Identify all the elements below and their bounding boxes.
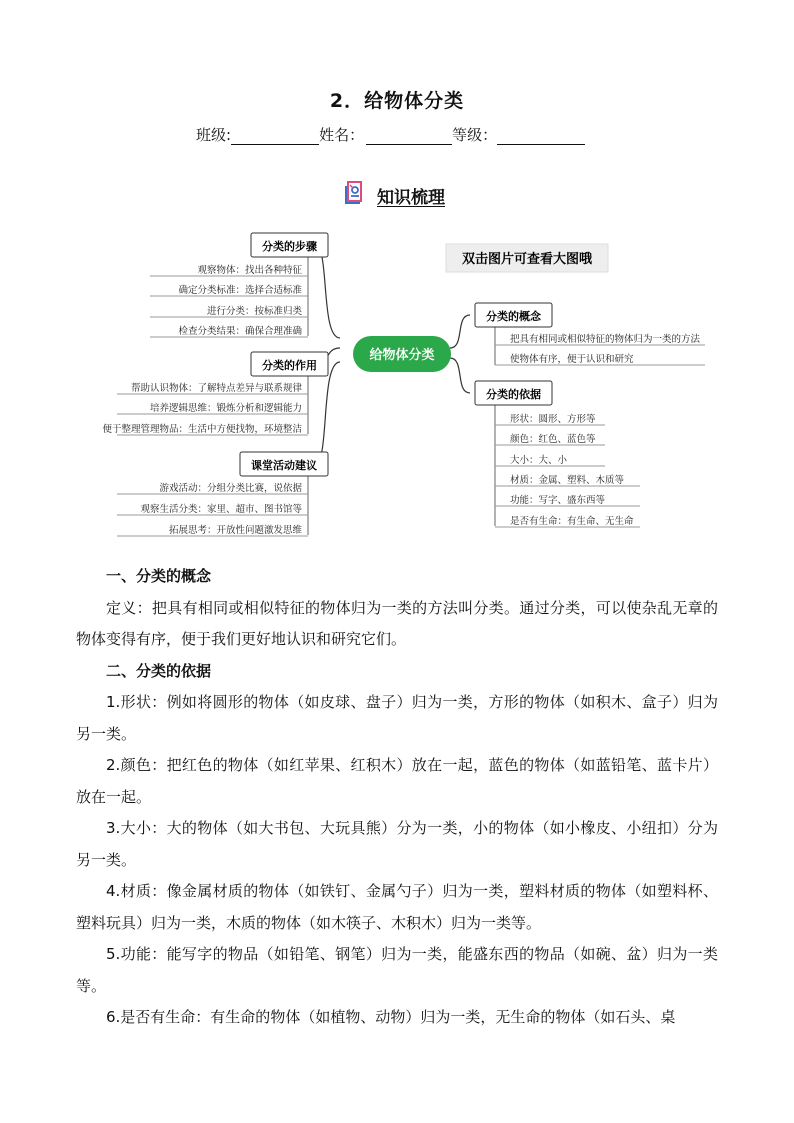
- basis-item-shape: 1.形状：例如将圆形的物体（如皮球、盘子）归为一类，方形的物体（如积木、盒子）归为另一类。: [76, 693, 718, 743]
- section-title: 知识梳理: [377, 187, 445, 208]
- group-title-effects: 分类的作用: [262, 359, 317, 372]
- mind-map-leaf: 便于整理管理物品：生活中方便找物，环境整洁: [102, 424, 302, 435]
- page-title: 2．给物体分类: [329, 90, 465, 112]
- class-label: 班级:: [196, 126, 232, 144]
- group-title-concept: 分类的概念: [486, 310, 541, 323]
- group-title-steps: 分类的步骤: [262, 240, 317, 253]
- mind-map-leaf: 功能：写字、盛东西等: [510, 495, 606, 506]
- mind-map-leaf: 使物体有序，便于认识和研究: [510, 354, 634, 365]
- basis-item-material: 4.材质：像金属材质的物体（如铁钉、金属勺子）归为一类，塑料材质的物体（如塑料杯、塑料玩具）归为一类，木质的物体（如木筷子、木积木）归为一类等。: [76, 882, 718, 932]
- group-title-basis: 分类的依据: [486, 388, 541, 401]
- mind-map-leaf: 拓展思考：开放性问题激发思维: [168, 525, 302, 536]
- mind-map-leaf: 是否有生命：有生命、无生命: [510, 516, 634, 527]
- grade-label: 等级：: [452, 126, 498, 144]
- body-content: [76, 561, 718, 1034]
- basis-item-color: 2.颜色：把红色的物体（如红苹果、红积木）放在一起，蓝色的物体（如蓝铅笔、蓝卡片）放在一起。: [76, 756, 718, 806]
- mind-map-leaf: 观察物体：找出各种特征: [197, 265, 302, 276]
- hint-text: 双击图片可查看大图哦: [461, 252, 593, 267]
- mind-map-leaf: 培养逻辑思维：锻炼分析和逻辑能力: [149, 403, 302, 414]
- mind-map-leaf: 大小：大、小: [510, 455, 568, 466]
- mind-map-leaf: 把具有相同或相似特征的物体归为一类的方法: [510, 334, 701, 345]
- section-heading-concept: 一、分类的概念: [106, 567, 212, 585]
- mind-map-leaf: 确定分类标准：选择合适标准: [178, 285, 302, 296]
- mind-map[interactable]: [0, 0, 794, 560]
- mind-map-leaf: 检查分类结果：确保合理准确: [178, 326, 302, 337]
- mind-map-leaf: 材质：金属、塑料、木质等: [510, 475, 625, 486]
- group-title-activities: 课堂活动建议: [251, 459, 317, 472]
- mind-map-leaf: 形状：圆形、方形等: [510, 414, 596, 425]
- mind-map-leaf: 游戏活动：分组分类比赛，说依据: [159, 483, 302, 494]
- basis-item-life: 6.是否有生命：有生命的物体（如植物、动物）归为一类，无生命的物体（如石头、桌: [106, 1008, 676, 1026]
- center-node-label: 给物体分类: [369, 348, 435, 363]
- name-label: 姓名：: [319, 126, 365, 144]
- basis-item-size: 3.大小：大的物体（如大书包、大玩具熊）分为一类，小的物体（如小橡皮、小纽扣）分为另一类。: [76, 819, 718, 869]
- mind-map-leaf: 进行分类：按标准归类: [206, 306, 302, 317]
- basis-item-function: 5.功能：能写字的物品（如铅笔、钢笔）归为一类，能盛东西的物品（如碗、盆）归为一类等。: [76, 945, 718, 995]
- paragraph-definition: 定义：把具有相同或相似特征的物体归为一类的方法叫分类。通过分类，可以使杂乱无章的物体变得有序，便于我们更好地认识和研究它们。: [76, 598, 718, 648]
- section-heading-basis: 二、分类的依据: [106, 661, 212, 680]
- mind-map-leaf: 帮助认识物体：了解特点差异与联系规律: [130, 383, 302, 394]
- mind-map-leaf: 颜色：红色、蓝色等: [510, 434, 596, 445]
- mind-map-leaf: 观察生活分类：家里、超市、图书馆等: [140, 504, 302, 515]
